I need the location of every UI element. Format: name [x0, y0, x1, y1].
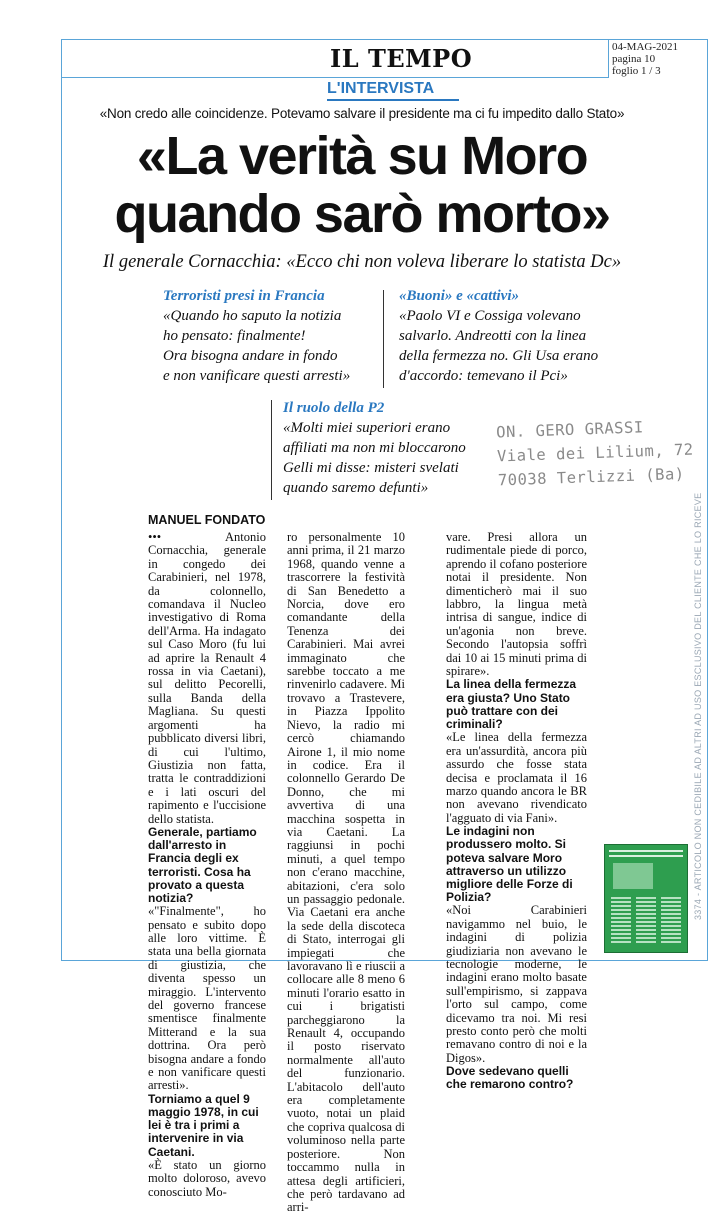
- quote-title: «Buoni» e «cattivi»: [399, 288, 519, 304]
- quote-line: ho pensato: finalmente!: [163, 328, 306, 344]
- quote-line: Ora bisogna andare in fondo: [163, 348, 338, 364]
- clipping-page: pagina 10: [612, 53, 656, 65]
- thumbnail-title-bar: [609, 855, 683, 857]
- section-label: L'INTERVISTA: [327, 80, 435, 97]
- quote-line: «Molti miei superiori erano: [283, 420, 451, 436]
- thumbnail-text-column: [661, 897, 681, 945]
- interview-question: Le indagini non produssero molto. Si poteva salvare Moro attraverso un utilizzo migliore delle Forze di Polizia?: [446, 824, 573, 905]
- page-thumbnail: [604, 844, 688, 953]
- quote-line: «Quando ho saputo la notizia: [163, 308, 342, 324]
- headline: [0, 127, 724, 243]
- clipping-date: 04-MAG-2021: [612, 41, 678, 53]
- headline-line: quando sarò morto»: [114, 184, 610, 244]
- quote-line: e non vanificare questi arresti»: [163, 368, 351, 384]
- interview-question: Torniamo a quel 9 maggio 1978, in cui lei è tra i primi a intervenire in via Caetani.: [148, 1091, 259, 1159]
- article-column-2: [287, 531, 405, 1215]
- paragraph: «"Finalmente", ho pensato e subito dopo alle loro vittime. È stata una bella giornata di giustizia, che diventa spesso un miraggio. L'intervento del governo francese smentisce finalmente Mitterand e la sua dottrina. Ora però bisogna andare a fondo e non vanificare questi arresti».: [148, 904, 266, 1093]
- copyright-side-text: 3374 - ARTICOLO NON CEDIBILE AD ALTRI AD USO ESCLUSIVO DEL CLIENTE CHE LO RICEVE: [693, 492, 703, 920]
- quote-line: della fermezza no. Gli Usa erano: [399, 348, 599, 364]
- quote-divider: [271, 400, 272, 500]
- paragraph: ro personalmente 10 anni prima, il 21 marzo 1968, quando venne a trascorrere la festività di San Benedetto a Norcia, dove ero comandante della Tenenza dei Carabinieri. Mai avrei immaginato che sarebbe toccato a me rinvenirlo cadavere. Mi trovavo a Trastevere, in Piazza Ippolito Nievo, la radio mi cercò chiamando Airone 1, il mio nome in codice. Era il colonnello Gerardo De Donno, che mi avvertiva di una macchina sospetta in via Caetani. La raggiunsi in pochi minuti, a quel tempo non c'erano macchine, abitazioni, c'era solo un passaggio pedonale. Via Caetani era anche la sede della discoteca di Stato, interrogai gli impiegati che lavoravano lì e riuscii a collocare alle 8 meno 6 minuti l'orario esatto in cui i brigatisti parcheggiarono la Renault 4, occupando il posto riservato normalmente all'auto del funzionario. L'abitacolo dell'auto era completamente vuoto, notai un plaid che copriva qualcosa di voluminoso nella parte posteriore. Non toccammo nulla in attesa degli artificieri, che però tardavano ad arri-: [287, 530, 405, 1215]
- quote-divider: [383, 290, 384, 388]
- headline-line: «La verità su Moro: [136, 126, 588, 186]
- stamp-line: Viale dei Lilium, 72: [496, 440, 694, 466]
- section-rule: [327, 99, 459, 101]
- interview-question: La linea della fermezza era giusta? Uno Stato può trattare con dei criminali?: [446, 677, 577, 732]
- quote-box-buoni-cattivi: [399, 287, 639, 386]
- interview-question: Generale, partiamo dall'arresto in Francia degli ex terroristi. Cosa ha provato a questa notizia?: [148, 824, 257, 905]
- article-column-1: [148, 531, 266, 1199]
- stamp-line: 70038 Terlizzi (Ba): [497, 464, 685, 490]
- paragraph: «È stato un giorno molto doloroso, avevo conosciuto Mo-: [148, 1157, 266, 1199]
- article-column-3: [446, 531, 587, 1092]
- thumbnail-text-column: [636, 897, 656, 945]
- paragraph: «Le linea della fermezza era un'assurdità, ancora più assurdo che fosse stata decisa e proclamata il 16 marzo quando ancora le BR non avevano rivendicato l'agguato di via Fani».: [446, 730, 587, 825]
- thumbnail-photo: [613, 863, 653, 889]
- stamp-line: ON. GERO GRASSI: [495, 418, 644, 442]
- byline: MANUEL FONDATO: [148, 513, 266, 527]
- quote-box-p2: [283, 399, 493, 498]
- quote-line: salvarlo. Andreotti con la linea: [399, 328, 587, 344]
- quote-title: Il ruolo della P2: [283, 400, 385, 416]
- quote-title: Terroristi presi in Francia: [163, 288, 325, 304]
- quote-line: Gelli mi disse: misteri svelati: [283, 460, 459, 476]
- paragraph: «Noi Carabinieri navigammo nel buio, le indagini di polizia giudiziaria non avevano le tecnologie moderne, le indagini erano molto basate sull'empirismo, si zappava l'orto sul campo, come dicevamo tra noi. Mi resi presto conto però che molti remavano contro di noi e la Digos».: [446, 903, 587, 1065]
- thumbnail-title-bar: [609, 850, 683, 852]
- clipping-meta: [612, 41, 678, 77]
- quote-body: [163, 306, 373, 386]
- paragraph: vare. Presi allora un rudimentale piede di porco, aprendo il cofano posteriore notai il presidente. Non dimenticherò mai il suo labbro, la lingua metà intrisa di sangue, indice di un'agonia non breve. Secondo l'autopsia soffrì dai 10 ai 15 minuti prima di spirare».: [446, 530, 587, 679]
- subhead: Il generale Cornacchia: «Ecco chi non voleva liberare lo statista Dc»: [102, 252, 622, 272]
- paragraph: ••• Antonio Cornacchia, generale in congedo dei Carabinieri, nel 1978, da colonnello, comandava il Nucleo investigativo di Roma dell'Arma. Ha indagato sul Caso Moro (fu lui ad aprire la Renault 4 rossa in via Caetani), sul delitto Pecorelli, sulla Banda della Magliana. Su questi argomenti ha pubblicato diversi libri, di cui l'ultimo, Giustizia non fatta, tratta le contraddizioni e i lati oscuri del rapimento e l'uccisione dello statista.: [148, 530, 266, 826]
- address-stamp: [496, 414, 695, 493]
- quote-body: [399, 306, 639, 386]
- clipping-sheet: foglio 1 / 3: [612, 65, 661, 77]
- kicker: «Non credo alle coincidenze. Potevamo salvare il presidente ma ci fu impedito dallo Stato»: [99, 106, 625, 121]
- quote-box-terroristi: [163, 287, 373, 386]
- thumbnail-text-column: [611, 897, 631, 945]
- quote-line: quando saremo defunti»: [283, 480, 429, 496]
- quote-line: «Paolo VI e Cossiga volevano: [399, 308, 581, 324]
- newspaper-logo: IL TEMPO: [330, 44, 473, 73]
- interview-question: Dove sedevano quelli che remarono contro?: [446, 1064, 574, 1092]
- quote-line: d'accordo: temevano il Pci»: [399, 368, 568, 384]
- quote-body: [283, 418, 493, 498]
- quote-line: affiliati ma non mi bloccarono: [283, 440, 466, 456]
